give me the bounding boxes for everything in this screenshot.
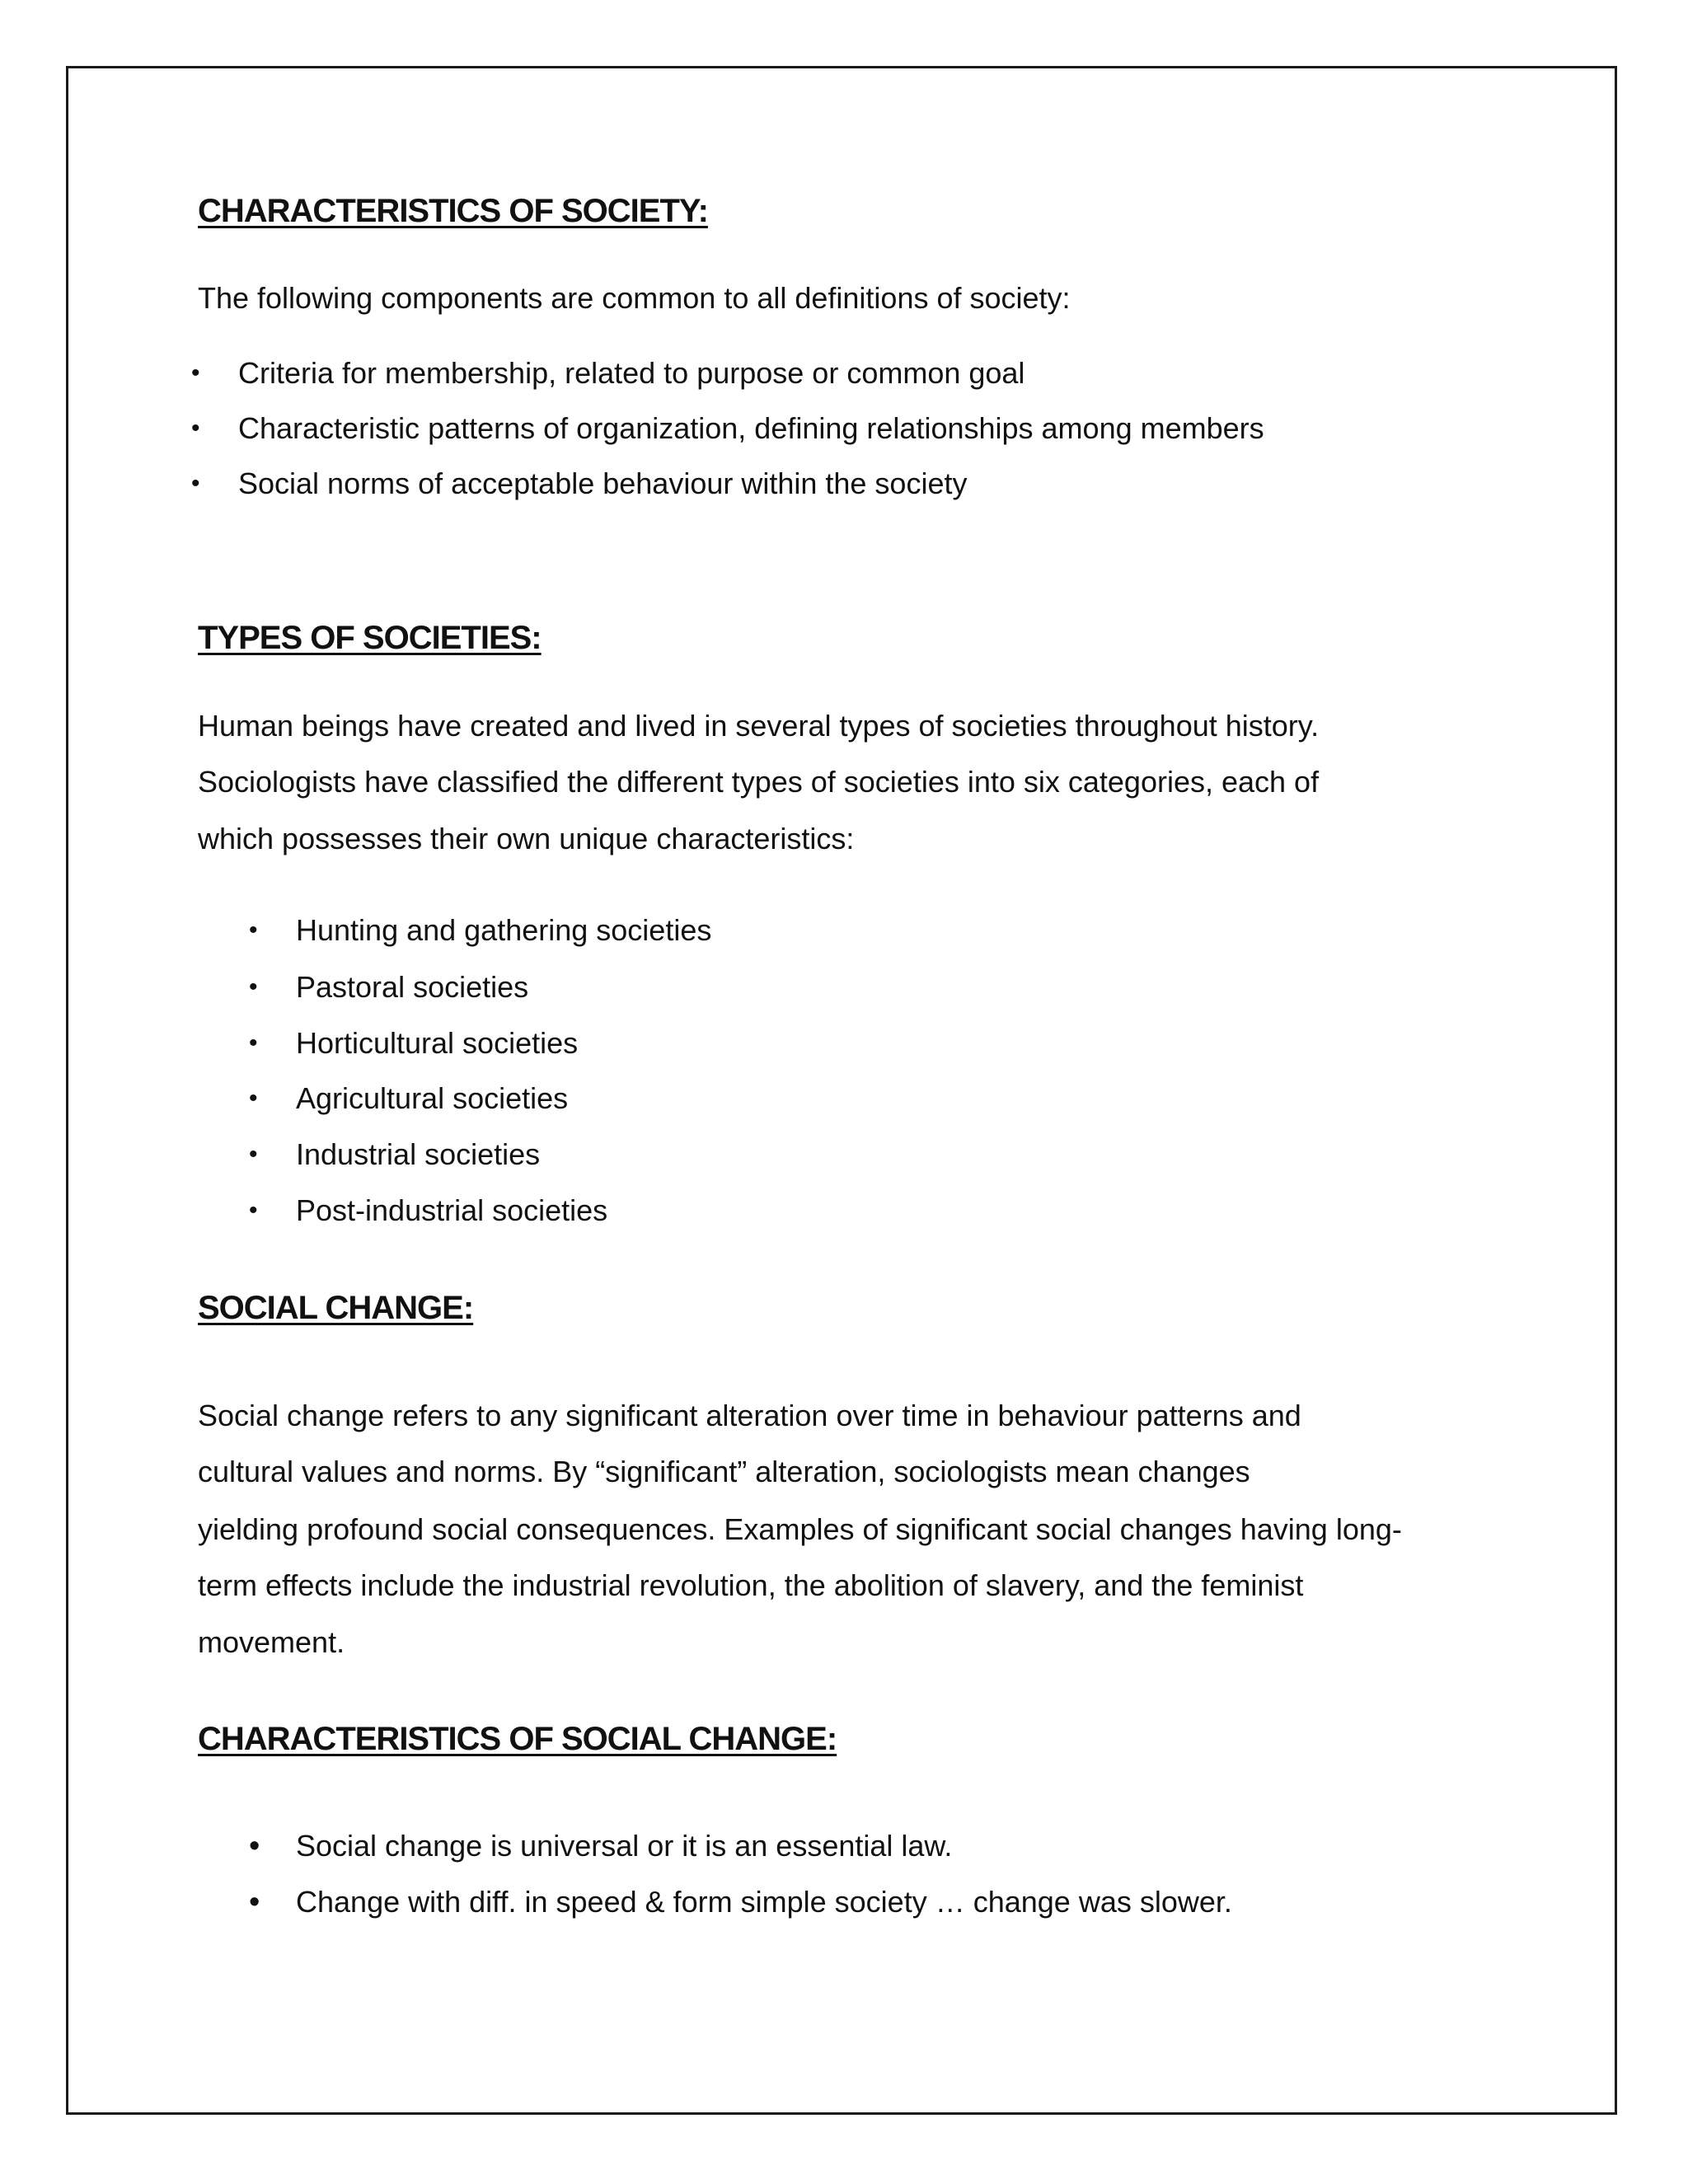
section1-intro: The following components are common to all definitions of society:	[198, 281, 1071, 315]
bullet-icon: •	[249, 1885, 260, 1919]
list-item	[0, 1193, 1688, 1229]
heading-social-change: SOCIAL CHANGE:	[198, 1290, 474, 1326]
list-item-label: Horticultural societies	[296, 1026, 579, 1060]
list-item-label: Pastoral societies	[296, 970, 529, 1004]
section3-paragraph-line: Social change refers to any significant alteration over time in behaviour patterns and	[198, 1399, 1301, 1432]
list-item	[0, 1831, 1688, 1864]
section2-paragraph-line: which possesses their own unique characteristics:	[198, 822, 855, 855]
section3-paragraph-line: term effects include the industrial revolution, the abolition of slavery, and the feminist	[198, 1568, 1304, 1602]
list-item-label: Social change is universal or it is an essential law.	[296, 1829, 953, 1863]
list-item	[0, 972, 1688, 1005]
list-item	[0, 1887, 1688, 1920]
section3-paragraph-line: yielding profound social consequences. Examples of significant social changes having long-	[198, 1512, 1402, 1546]
bullet-icon: •	[249, 1029, 258, 1057]
section3-paragraph-line: movement.	[198, 1625, 345, 1659]
bullet-icon: •	[249, 973, 258, 1001]
list-item-label: Criteria for membership, related to purpose or common goal	[238, 356, 1025, 390]
bullet-icon: •	[249, 1197, 258, 1224]
bullet-icon: •	[191, 415, 200, 442]
list-item	[0, 913, 1688, 949]
list-item-label: Characteristic patterns of organization, defining relationships among members	[238, 411, 1264, 445]
bullet-icon: •	[191, 359, 200, 387]
list-item-label: Agricultural societies	[296, 1081, 569, 1115]
bullet-icon: •	[249, 1141, 258, 1168]
list-item-label: Industrial societies	[296, 1137, 541, 1171]
list-item-label: Social norms of acceptable behaviour within the society	[238, 466, 968, 500]
list-item	[0, 1137, 1688, 1173]
section2-paragraph-line: Human beings have created and lived in several types of societies throughout history.	[198, 709, 1320, 743]
heading-types-of-societies: TYPES OF SOCIETIES:	[198, 620, 542, 656]
heading-characteristics-of-society: CHARACTERISTICS OF SOCIETY:	[198, 193, 708, 229]
heading-characteristics-of-social-change: CHARACTERISTICS OF SOCIAL CHANGE:	[198, 1721, 837, 1757]
section3-paragraph-line: cultural values and norms. By “significant” alteration, sociologists mean changes	[198, 1455, 1250, 1488]
bullet-icon: •	[249, 916, 258, 944]
list-item-label: Post-industrial societies	[296, 1193, 608, 1227]
bullet-icon: •	[249, 1085, 258, 1112]
bullet-icon: •	[249, 1829, 260, 1863]
list-item-label: Hunting and gathering societies	[296, 913, 712, 947]
list-item	[0, 1026, 1688, 1062]
section2-paragraph-line: Sociologists have classified the different types of societies into six categories, each of	[198, 765, 1320, 799]
list-item	[0, 466, 1688, 502]
list-item	[0, 411, 1688, 447]
list-item	[0, 356, 1688, 391]
list-item	[0, 1081, 1688, 1117]
list-item-label: Change with diff. in speed & form simple society … change was slower.	[296, 1885, 1232, 1919]
bullet-icon: •	[191, 470, 200, 497]
